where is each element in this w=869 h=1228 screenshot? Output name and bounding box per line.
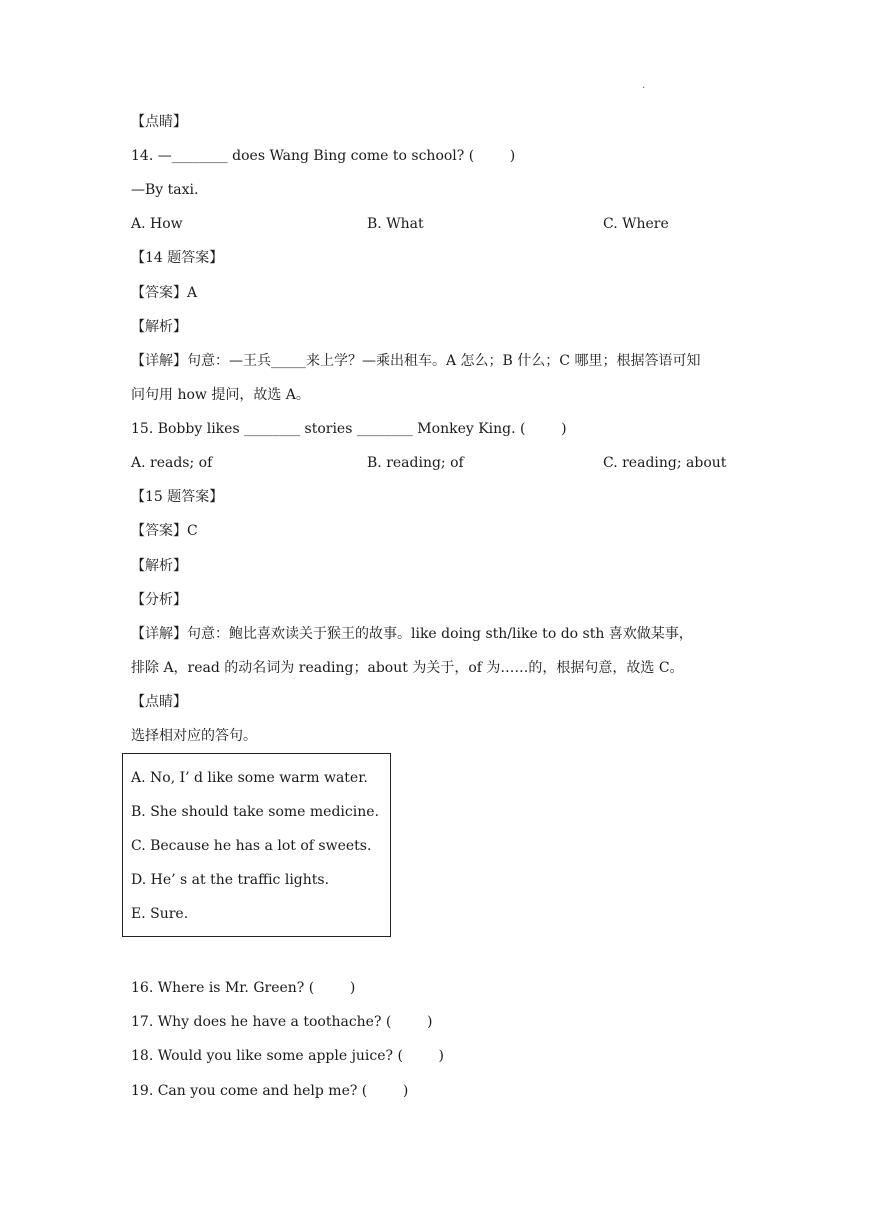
q14-answer: 【答案】A <box>131 285 198 301</box>
question-16: 16. Where is Mr. Green? ( ) <box>131 980 356 996</box>
dianjing-label-q15: 【点睛】 <box>131 694 187 710</box>
q15-answer: 【答案】C <box>131 523 198 539</box>
q14-stem: 14. —________ does Wang Bing come to school? ( ) <box>131 148 516 164</box>
section-instruction: 选择相对应的答句。 <box>131 728 257 744</box>
choice-e: E. Sure. <box>131 906 189 922</box>
header-mark: . <box>642 80 646 91</box>
q15-stem: 15. Bobby likes ________ stories ________ Monkey King. ( ) <box>131 421 567 437</box>
q14-option-b: B. What <box>367 216 424 232</box>
q15-option-b: B. reading; of <box>367 455 464 471</box>
choice-b: B. She should take some medicine. <box>131 804 379 820</box>
choice-d: D. He’ s at the traffic lights. <box>131 872 330 888</box>
question-17: 17. Why does he have a toothache? ( ) <box>131 1014 433 1030</box>
q14-analysis-label: 【解析】 <box>131 319 187 335</box>
q15-option-c: C. reading; about <box>603 455 727 471</box>
q14-detail-line-2: 问句用 how 提问，故选 A。 <box>131 387 310 403</box>
q15-answer-heading: 【15 题答案】 <box>131 489 224 505</box>
q14-reply: —By taxi. <box>131 182 199 198</box>
q14-option-a: A. How <box>131 216 183 232</box>
question-18: 18. Would you like some apple juice? ( ) <box>131 1048 445 1064</box>
answer-choices-box <box>122 753 391 937</box>
choice-c: C. Because he has a lot of sweets. <box>131 838 372 854</box>
q14-option-c: C. Where <box>603 216 669 232</box>
q15-breakdown-label: 【分析】 <box>131 592 187 608</box>
q15-detail-line-2: 排除 A，read 的动名词为 reading；about 为关于，of 为……的，根据句意，故选 C。 <box>131 660 684 676</box>
question-19: 19. Can you come and help me? ( ) <box>131 1083 409 1099</box>
q14-answer-heading: 【14 题答案】 <box>131 250 224 266</box>
q15-analysis-label: 【解析】 <box>131 558 187 574</box>
dianjing-label-q13: 【点睛】 <box>131 114 187 130</box>
q15-option-a: A. reads; of <box>131 455 213 471</box>
choice-a: A. No, I’ d like some warm water. <box>131 770 368 786</box>
q15-detail-line-1: 【详解】句意：鲍比喜欢读关于猴王的故事。like doing sth/like to do sth 喜欢做某事， <box>131 626 693 642</box>
q14-detail-line-1: 【详解】句意：—王兵_____来上学？—乘出租车。A 怎么；B 什么；C 哪里；根据答语可知 <box>131 353 701 369</box>
